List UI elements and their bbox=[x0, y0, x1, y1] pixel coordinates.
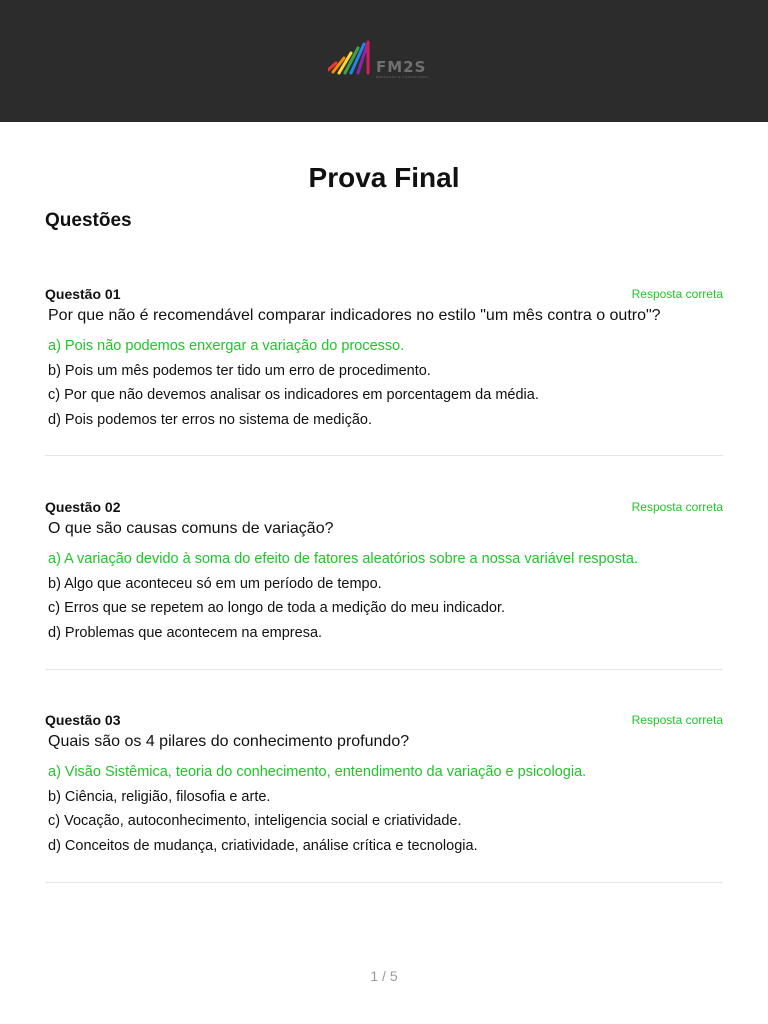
question-number: Questão 01 bbox=[45, 286, 121, 302]
option-b: b) Algo que aconteceu só em um período de tempo. bbox=[48, 575, 382, 592]
option-c: c) Por que não devemos analisar os indicadores em porcentagem da média. bbox=[48, 387, 539, 403]
option-c: c) Vocação, autoconhecimento, inteligencia social e criatividade. bbox=[48, 813, 462, 829]
options-list bbox=[48, 760, 586, 858]
option-d: d) Conceitos de mudança, criatividade, análise crítica e tecnologia. bbox=[48, 837, 478, 854]
page-indicator: 1 / 5 bbox=[370, 968, 398, 984]
option-d: d) Problemas que acontecem na empresa. bbox=[48, 624, 323, 641]
logo-stripes-icon bbox=[328, 40, 376, 80]
answer-status: Resposta correta bbox=[631, 500, 723, 514]
option-c: c) Erros que se repetem ao longo de toda a medição do meu indicador. bbox=[48, 600, 506, 616]
logo-subtext: EDUCAÇÃO E CONSULTORIA bbox=[376, 75, 430, 79]
answer-status: Resposta correta bbox=[631, 713, 723, 727]
option-a: a) A variação devido à soma do efeito de fatores aleatórios sobre a nossa variável resposta. bbox=[48, 551, 639, 567]
option-b: b) Pois um mês podemos ter tido um erro de procedimento. bbox=[48, 362, 431, 379]
option-d: d) Pois podemos ter erros no sistema de medição. bbox=[48, 411, 372, 428]
option-a: a) Visão Sistêmica, teoria do conhecimento, entendimento da variação e psicologia. bbox=[48, 764, 587, 780]
divider bbox=[45, 882, 723, 883]
answer-status: Resposta correta bbox=[631, 287, 723, 301]
header-bar bbox=[0, 0, 768, 122]
question-text: O que são causas comuns de variação? bbox=[48, 520, 334, 537]
options-list bbox=[48, 334, 539, 432]
fm2s-logo bbox=[328, 40, 438, 80]
divider bbox=[45, 455, 723, 456]
question-text: Quais são os 4 pilares do conhecimento profundo? bbox=[48, 733, 410, 750]
question-number: Questão 03 bbox=[45, 712, 121, 728]
page-title: Prova Final bbox=[308, 162, 460, 193]
question-text: Por que não é recomendável comparar indicadores no estilo "um mês contra o outro"? bbox=[48, 307, 661, 324]
option-b: b) Ciência, religião, filosofia e arte. bbox=[48, 788, 271, 805]
options-list bbox=[48, 547, 638, 645]
question-number: Questão 02 bbox=[45, 499, 121, 515]
option-a: a) Pois não podemos enxergar a variação do processo. bbox=[48, 338, 405, 354]
logo-text: FM2S bbox=[376, 58, 427, 76]
divider bbox=[45, 669, 723, 670]
section-title: Questões bbox=[45, 210, 132, 231]
